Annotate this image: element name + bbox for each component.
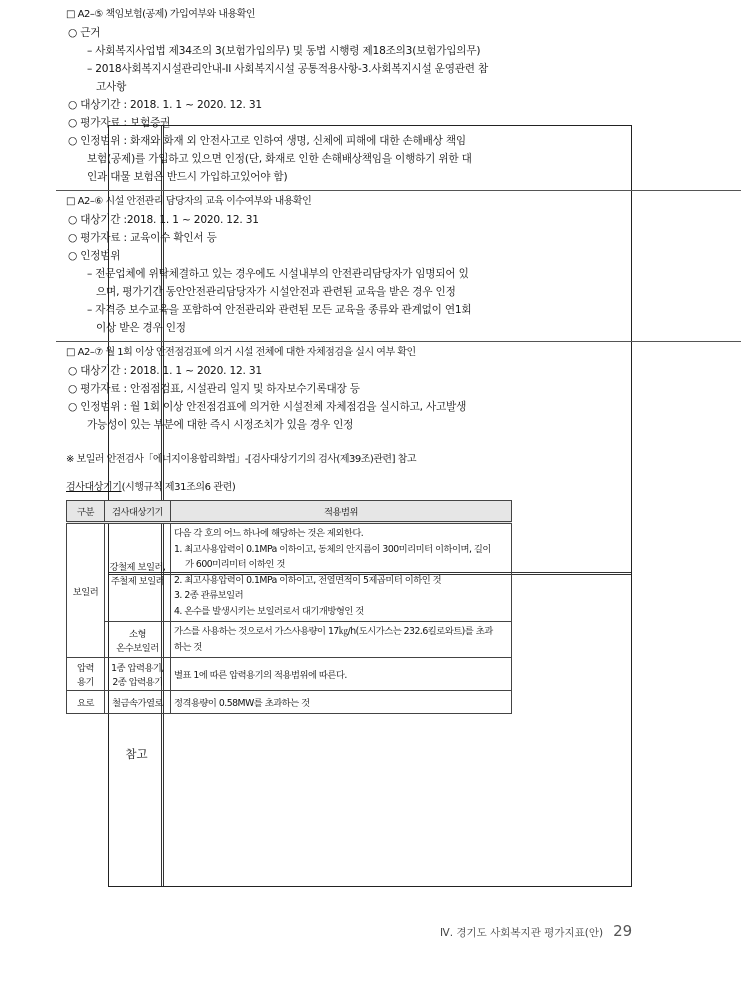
scope-line: 가스를 사용하는 것으로서 가스사용량이 17㎏/h(도시가스는 232.6킬로와트)를 초과 — [174, 626, 493, 637]
category-furnace: 요로 — [67, 691, 105, 714]
scope-line: 1. 최고사용압력이 0.1MPa 이하이고, 동체의 안지름이 300미리미터 이하이며, 길이 — [174, 543, 491, 555]
section-header: □ A2–⑥ 시설 안전관리 담당자의 교육 이수여부와 내용확인 — [66, 196, 312, 207]
category-line: 압력 — [77, 663, 94, 674]
reference-block — [66, 452, 516, 714]
device-cell — [105, 523, 171, 622]
criteria-line: 보험(공제)를 가입하고 있으면 인정(단, 화재로 인한 손해배상책임을 이행하기 위한 대 — [87, 153, 472, 165]
table-row — [67, 523, 512, 622]
criteria-line: ○ 평가자료 : 교육이수 확인서 등 — [68, 232, 217, 244]
category-pressure-vessel — [67, 658, 105, 691]
scope-line: 가 600미리미터 이하인 것 — [185, 559, 285, 570]
criteria-section — [66, 193, 737, 337]
section-separator — [56, 341, 741, 342]
device-line: 2종 압력용기 — [112, 677, 163, 688]
scope-line: 하는 것 — [174, 641, 202, 653]
criteria-line: ○ 평가자료 : 보험증권 — [68, 117, 171, 129]
reference-label: 참고 — [125, 747, 148, 761]
criteria-line: ○ 대상기간 :2018. 1. 1 ~ 2020. 12. 31 — [68, 214, 259, 226]
header-category: 구분 — [67, 501, 105, 523]
criteria-line: ○ 근거 — [68, 27, 101, 39]
criteria-line: ○ 대상기간 : 2018. 1. 1 ~ 2020. 12. 31 — [68, 365, 262, 377]
boiler-inspection-note: ※ 보일러 안전검사「에너지이용합리화법」-[검사대상기기의 검사(제39조)관련] 참고 — [66, 454, 416, 465]
evaluation-criteria — [66, 6, 737, 434]
device-line: 소형 — [129, 628, 146, 640]
scope-line: 4. 온수를 발생시키는 보일러로서 대기개방형인 것 — [174, 605, 364, 617]
header-scope: 적용범위 — [171, 501, 512, 523]
criteria-section — [66, 6, 737, 186]
criteria-line: ○ 대상기간 : 2018. 1. 1 ~ 2020. 12. 31 — [68, 99, 262, 111]
device-line: 온수보일러 — [116, 642, 159, 654]
criteria-line: ○ 인정범위 — [68, 250, 121, 262]
section-separator — [56, 190, 741, 191]
criteria-line: 이상 받은 경우 인정 — [96, 322, 186, 334]
table-header-row — [67, 501, 512, 523]
category-line: 용기 — [77, 677, 94, 688]
header-device: 검사대상기기 — [105, 501, 171, 523]
device-cell: 철금속가열로 — [105, 691, 171, 714]
scope-line: 3. 2종 관류보일러 — [174, 590, 244, 601]
scope-line: 다음 각 호의 어느 하나에 해당하는 것은 제외한다. — [174, 528, 364, 539]
criteria-line: 가능성이 있는 부분에 대한 즉시 시정조치가 있을 경우 인정 — [87, 419, 354, 431]
section-header: □ A2–⑤ 책임보험(공제) 가입여부와 내용확인 — [66, 9, 256, 20]
device-line: 1종 압력용기, — [111, 663, 164, 674]
page-number: 29 — [613, 922, 633, 940]
criteria-line: ○ 평가자료 : 안점점검표, 시설관리 일지 및 하자보수기록대장 등 — [68, 383, 360, 395]
device-line: 강철제 보일러, — [109, 561, 166, 573]
criteria-line: ○ 인정범위 : 월 1회 이상 안전점검표에 의거한 시설전체 자체점검을 실시하고, 사고발생 — [68, 401, 467, 413]
inspection-target-rest: (시행규칙 제31조의6 관련) — [121, 482, 236, 493]
criteria-line: – 사회복지사업법 제34조의 3(보험가입의무) 및 동법 시행령 제18조의3(보험가입의무) — [87, 45, 481, 57]
footer-title: Ⅳ. 경기도 사회복지관 평가지표(안) — [440, 927, 604, 939]
category-boiler: 보일러 — [67, 523, 105, 658]
inspection-target-table — [66, 500, 512, 714]
criteria-section — [66, 344, 737, 434]
criteria-line: 인과 대물 보험은 반드시 가입하고있어야 함) — [87, 171, 288, 183]
table-row — [67, 658, 512, 691]
scope-cell — [171, 523, 512, 622]
scope-cell — [171, 622, 512, 658]
criteria-line: 고사항 — [96, 81, 127, 93]
scope-line: 2. 최고사용압력이 0.1MPa 이하이고, 전열면적이 5제곱미터 이하인 것 — [174, 574, 442, 586]
device-cell — [105, 622, 171, 658]
criteria-line: – 자격증 보수교육을 포함하여 안전관리와 관련된 모든 교육을 종류와 관계없이 연1회 — [87, 304, 472, 316]
inspection-target-subtitle — [66, 480, 516, 496]
criteria-line: 으며, 평가기간 동안안전관리담당자가 시설안전과 관련된 교육을 받은 경우 인정 — [96, 286, 456, 298]
table-row — [67, 622, 512, 658]
section-header: □ A2–⑦ 월 1회 이상 안전점검표에 의거 시설 전체에 대한 자체점검을 실시 여부 확인 — [66, 347, 416, 358]
table-row — [67, 691, 512, 714]
scope-cell: 별표 1에 따른 압력용기의 적용범위에 따른다. — [171, 658, 512, 691]
criteria-line: ○ 인정범위 : 화재와 화재 외 안전사고로 인하여 생명, 신체에 피해에 대한 손해배상 책임 — [68, 135, 466, 147]
criteria-line: – 2018사회복지시설관리안내-II 사회복지시설 공통적용사항-3.사회복지시설 운영관련 참 — [87, 63, 489, 75]
page-footer — [440, 922, 632, 940]
device-line: 주철제 보일러 — [110, 575, 165, 587]
device-cell — [105, 658, 171, 691]
criteria-line: – 전문업체에 위탁체결하고 있는 경우에도 시설내부의 안전관리담당자가 임명되어 있 — [87, 268, 469, 280]
inspection-target-underlined: 검사대상기기 — [66, 482, 122, 493]
scope-cell: 정격용량이 0.58MW를 초과하는 것 — [171, 691, 512, 714]
